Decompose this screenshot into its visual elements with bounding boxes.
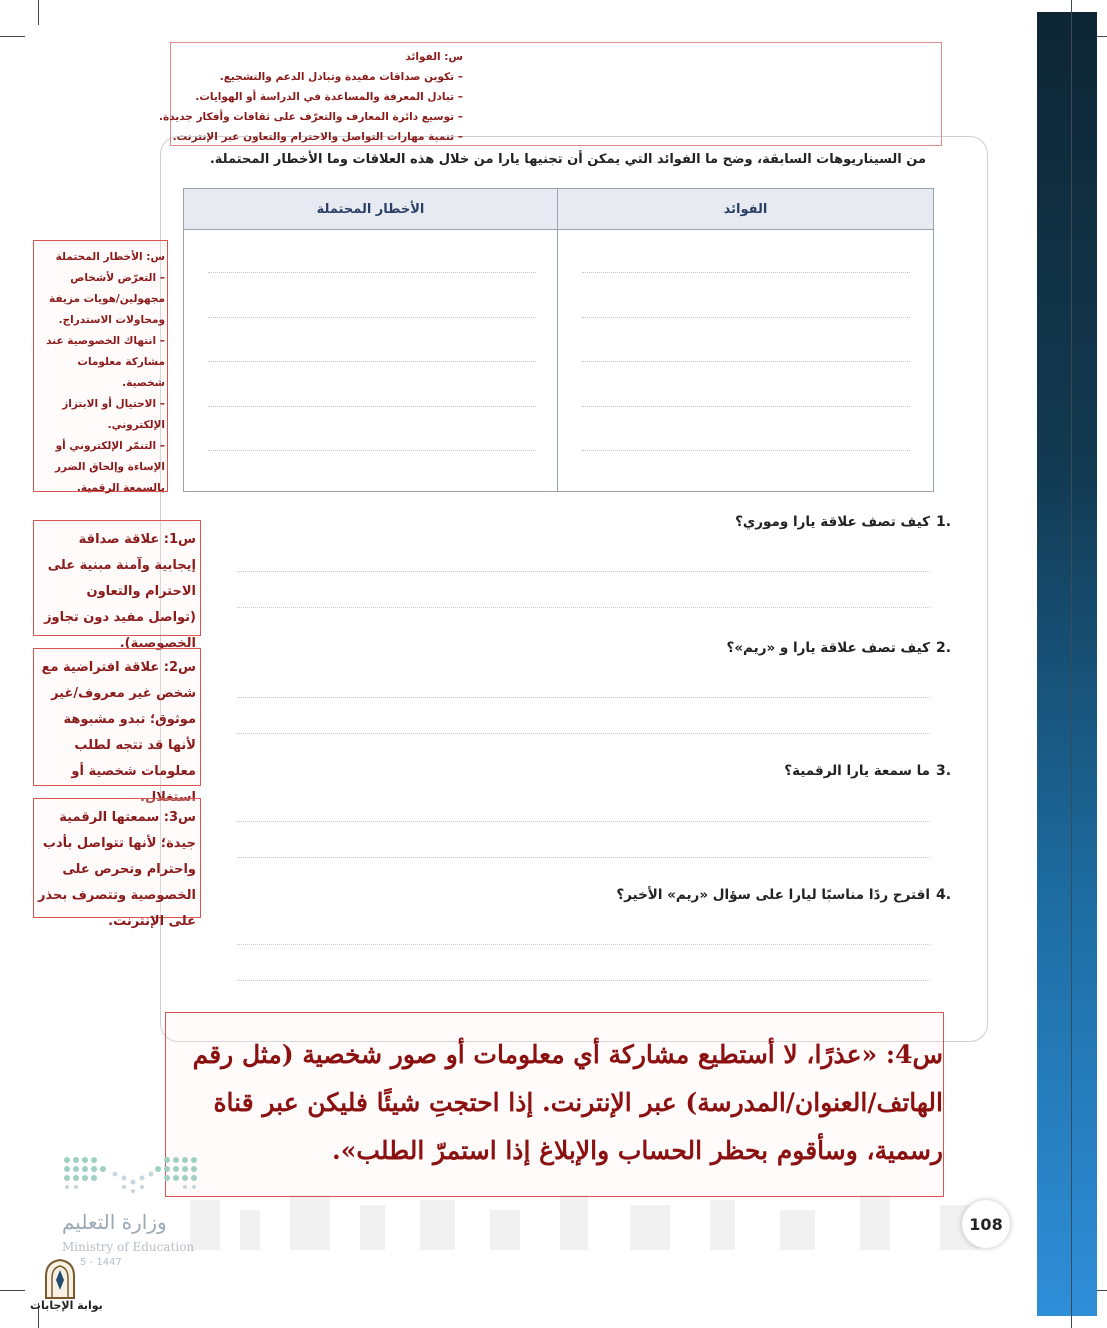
benefits-risks-table xyxy=(183,188,934,492)
benefits-answer-text: س: الفوائد – تكوين صداقات مفيدة وتبادل الدعم والتشجيع. – تبادل المعرفة والمساعدة في الدراسة أو الهوايات. – توسيع دائرة المعارف والتعرّف على ثقافات وأفكار جديدة. – تنمية مهارات التواصل والاحترام والتعاون عبر الإنترنت. xyxy=(159,51,463,143)
gate-label: بوابة الإجابات xyxy=(30,1299,103,1312)
risks-answer-text: س: الأخطار المحتملة – التعرّض لأشخاص مجهولين/هويات مزيفة ومحاولات الاستدراج. – انتهاك الخصوصية عند مشاركة معلومات شخصية. – الاحتيال أو الابتزاز الإلكتروني. – التنمّر الإلكتروني أو الإساءة وإلحاق الضرر بالسمعة الرقمية. xyxy=(46,251,165,494)
writing-line xyxy=(582,317,910,318)
writing-line xyxy=(208,272,536,273)
answer-note-1: س1: علاقة صداقة إيجابية وآمنة مبنية على الاحترام والتعاون (تواصل مفيد دون تجاوز الخصوصية). xyxy=(33,520,201,636)
writing-line xyxy=(208,406,536,407)
activity-instructions: من السيناريوهات السابقة، وضح ما الفوائد التي يمكن أن تجنيها يارا من خلال هذه العلاقات وما الأخطار المحتملة. xyxy=(209,152,926,167)
question-text: كيف تصف علاقة يارا و «ريم»؟ xyxy=(726,640,930,656)
table-column-divider xyxy=(557,189,558,491)
question-number: 1. xyxy=(936,514,952,530)
gate-logo-icon xyxy=(30,1258,100,1300)
table-header-benefits: الفوائد xyxy=(558,189,933,230)
bleed-line xyxy=(1071,0,1072,1328)
writing-line xyxy=(582,406,910,407)
answer-line xyxy=(237,607,930,608)
question-text: ما سمعة يارا الرقمية؟ xyxy=(784,763,930,779)
ministry-name-arabic: وزارة التعليم xyxy=(62,1210,167,1234)
answer-line xyxy=(237,821,930,822)
academic-year: 5 - 1447 xyxy=(80,1257,122,1268)
answer-line xyxy=(237,980,930,981)
answer-line xyxy=(237,857,930,858)
page-number: 108 xyxy=(962,1200,1010,1248)
writing-line xyxy=(208,361,536,362)
risks-answer-note xyxy=(33,240,168,492)
writing-line xyxy=(208,317,536,318)
table-header-risks: الأخطار المحتملة xyxy=(184,189,558,230)
answer-line xyxy=(237,571,930,572)
background-pattern xyxy=(180,1190,1040,1260)
question-text: كيف تصف علاقة يارا وموري؟ xyxy=(735,514,930,530)
benefits-answer-note xyxy=(159,42,942,146)
side-decoration-strip xyxy=(1037,12,1097,1316)
crop-mark xyxy=(38,0,39,25)
answer-note-3: س3: سمعتها الرقمية جيدة؛ لأنها تتواصل بأدب واحترام وتحرص على الخصوصية وتتصرف بحذر على الإنترنت. xyxy=(33,798,201,918)
writing-line xyxy=(208,450,536,451)
writing-line xyxy=(582,361,910,362)
answer-note-2: س2: علاقة افتراضية مع شخص غير معروف/غير موثوق؛ تبدو مشبوهة لأنها قد تتجه لطلب معلومات شخصية أو استغلال. xyxy=(33,648,201,786)
question-number: 3. xyxy=(936,763,952,779)
writing-line xyxy=(582,450,910,451)
answer-line xyxy=(237,733,930,734)
crop-mark xyxy=(0,36,25,37)
ministry-logo-icon xyxy=(63,1156,198,1206)
question-number: 4. xyxy=(936,887,952,903)
ministry-name-english: Ministry of Education xyxy=(62,1240,195,1254)
answer-note-4: س4: «عذرًا، لا أستطيع مشاركة أي معلومات أو صور شخصية (مثل رقم الهاتف/العنوان/المدرسة) عبر الإنترنت. إذا احتجتِ شيئًا فليكن عبر قناة رسمية، وسأقوم بحظر الحساب والإبلاغ إذا استمرّ الطلب». xyxy=(165,1012,944,1197)
writing-line xyxy=(582,272,910,273)
question-text: اقترح ردًا مناسبًا ليارا على سؤال «ريم» الأخير؟ xyxy=(616,887,930,903)
question-number: 2. xyxy=(936,640,952,656)
answer-line xyxy=(237,944,930,945)
answer-line xyxy=(237,697,930,698)
crop-mark xyxy=(0,1290,25,1291)
